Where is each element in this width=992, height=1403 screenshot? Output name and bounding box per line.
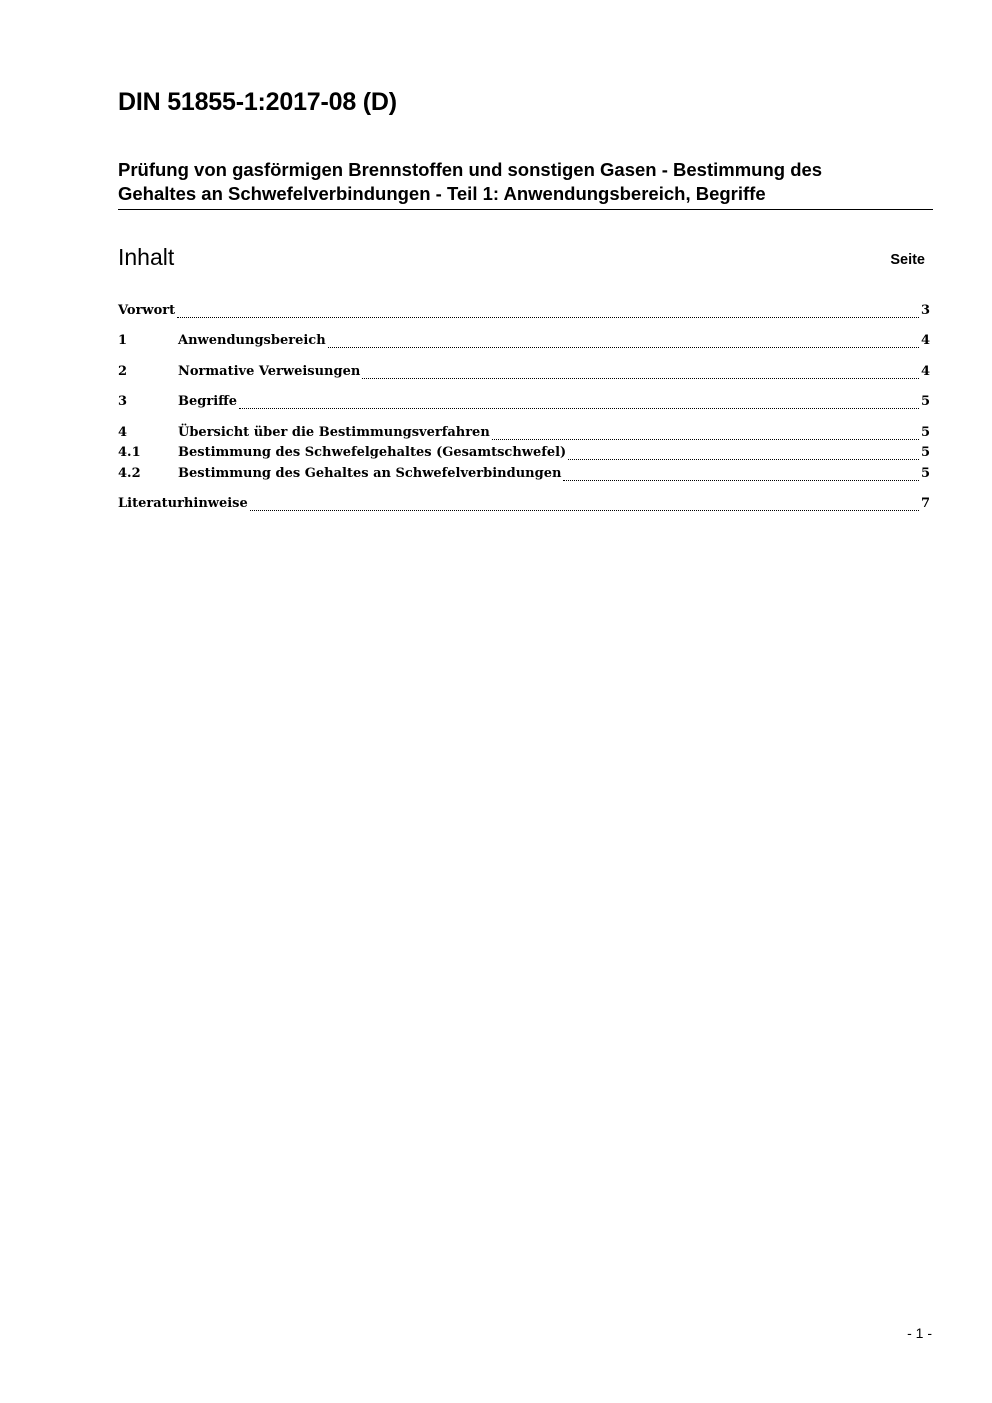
toc-leader-dots <box>250 510 919 511</box>
toc-entry-1[interactable] <box>118 333 930 353</box>
toc-page-label: Seite <box>890 252 925 268</box>
document-title-line-1: Prüfung von gasförmigen Brennstoffen und sonstigen Gasen - Bestimmung des <box>118 159 823 180</box>
toc-entry-3[interactable] <box>118 394 930 414</box>
toc-leader-dots <box>328 347 919 348</box>
toc-entry-label: Vorwort <box>118 303 176 318</box>
toc-entry-page: 5 <box>920 394 930 409</box>
toc-leader-dots <box>239 408 919 409</box>
document-title <box>118 158 933 210</box>
toc-entry-label: Anwendungsbereich <box>178 333 326 348</box>
toc-leader-dots <box>568 459 919 460</box>
toc-leader-dots <box>563 480 919 481</box>
toc-entry-number: 1 <box>118 333 128 348</box>
toc-entry-number: 4.1 <box>118 445 141 460</box>
toc-heading: Inhalt <box>118 244 175 270</box>
toc-entry-page: 5 <box>920 425 930 440</box>
toc-leader-dots <box>362 378 919 379</box>
toc-entry-number: 2 <box>118 364 128 379</box>
toc-entry-number: 4 <box>118 425 128 440</box>
toc-entry-4[interactable] <box>118 425 930 445</box>
toc-entry-page: 5 <box>920 445 930 460</box>
toc-entry-literaturhinweise[interactable] <box>118 496 930 516</box>
toc-entry-label: Normative Verweisungen <box>178 364 361 379</box>
document-title-line-2: Gehaltes an Schwefelverbindungen - Teil 1: Anwendungsbereich, Begriffe <box>118 183 766 204</box>
toc-entry-number: 4.2 <box>118 466 141 481</box>
toc-entry-label: Begriffe <box>178 394 238 409</box>
footer-page-number: - 1 - <box>907 1325 932 1341</box>
toc-entry-page: 4 <box>920 333 930 348</box>
toc-entry-4-1[interactable] <box>118 445 930 465</box>
toc-entry-label: Übersicht über die Bestimmungsverfahren <box>178 425 490 440</box>
toc-entry-4-2[interactable] <box>118 466 930 486</box>
toc-entry-page: 7 <box>920 496 930 511</box>
toc-entry-label: Bestimmung des Schwefelgehaltes (Gesamtschwefel) <box>178 445 567 460</box>
toc-entry-vorwort[interactable] <box>118 303 930 323</box>
toc-entry-2[interactable] <box>118 364 930 384</box>
toc-entry-page: 4 <box>920 364 930 379</box>
toc-entry-page: 3 <box>920 303 930 318</box>
toc-entry-page: 5 <box>920 466 930 481</box>
toc-entry-label: Bestimmung des Gehaltes an Schwefelverbindungen <box>178 466 562 481</box>
toc-leader-dots <box>492 439 919 440</box>
toc-entry-number: 3 <box>118 394 128 409</box>
toc-entry-label: Literaturhinweise <box>118 496 248 511</box>
toc-leader-dots <box>177 317 919 318</box>
document-id: DIN 51855-1:2017-08 (D) <box>118 88 397 116</box>
